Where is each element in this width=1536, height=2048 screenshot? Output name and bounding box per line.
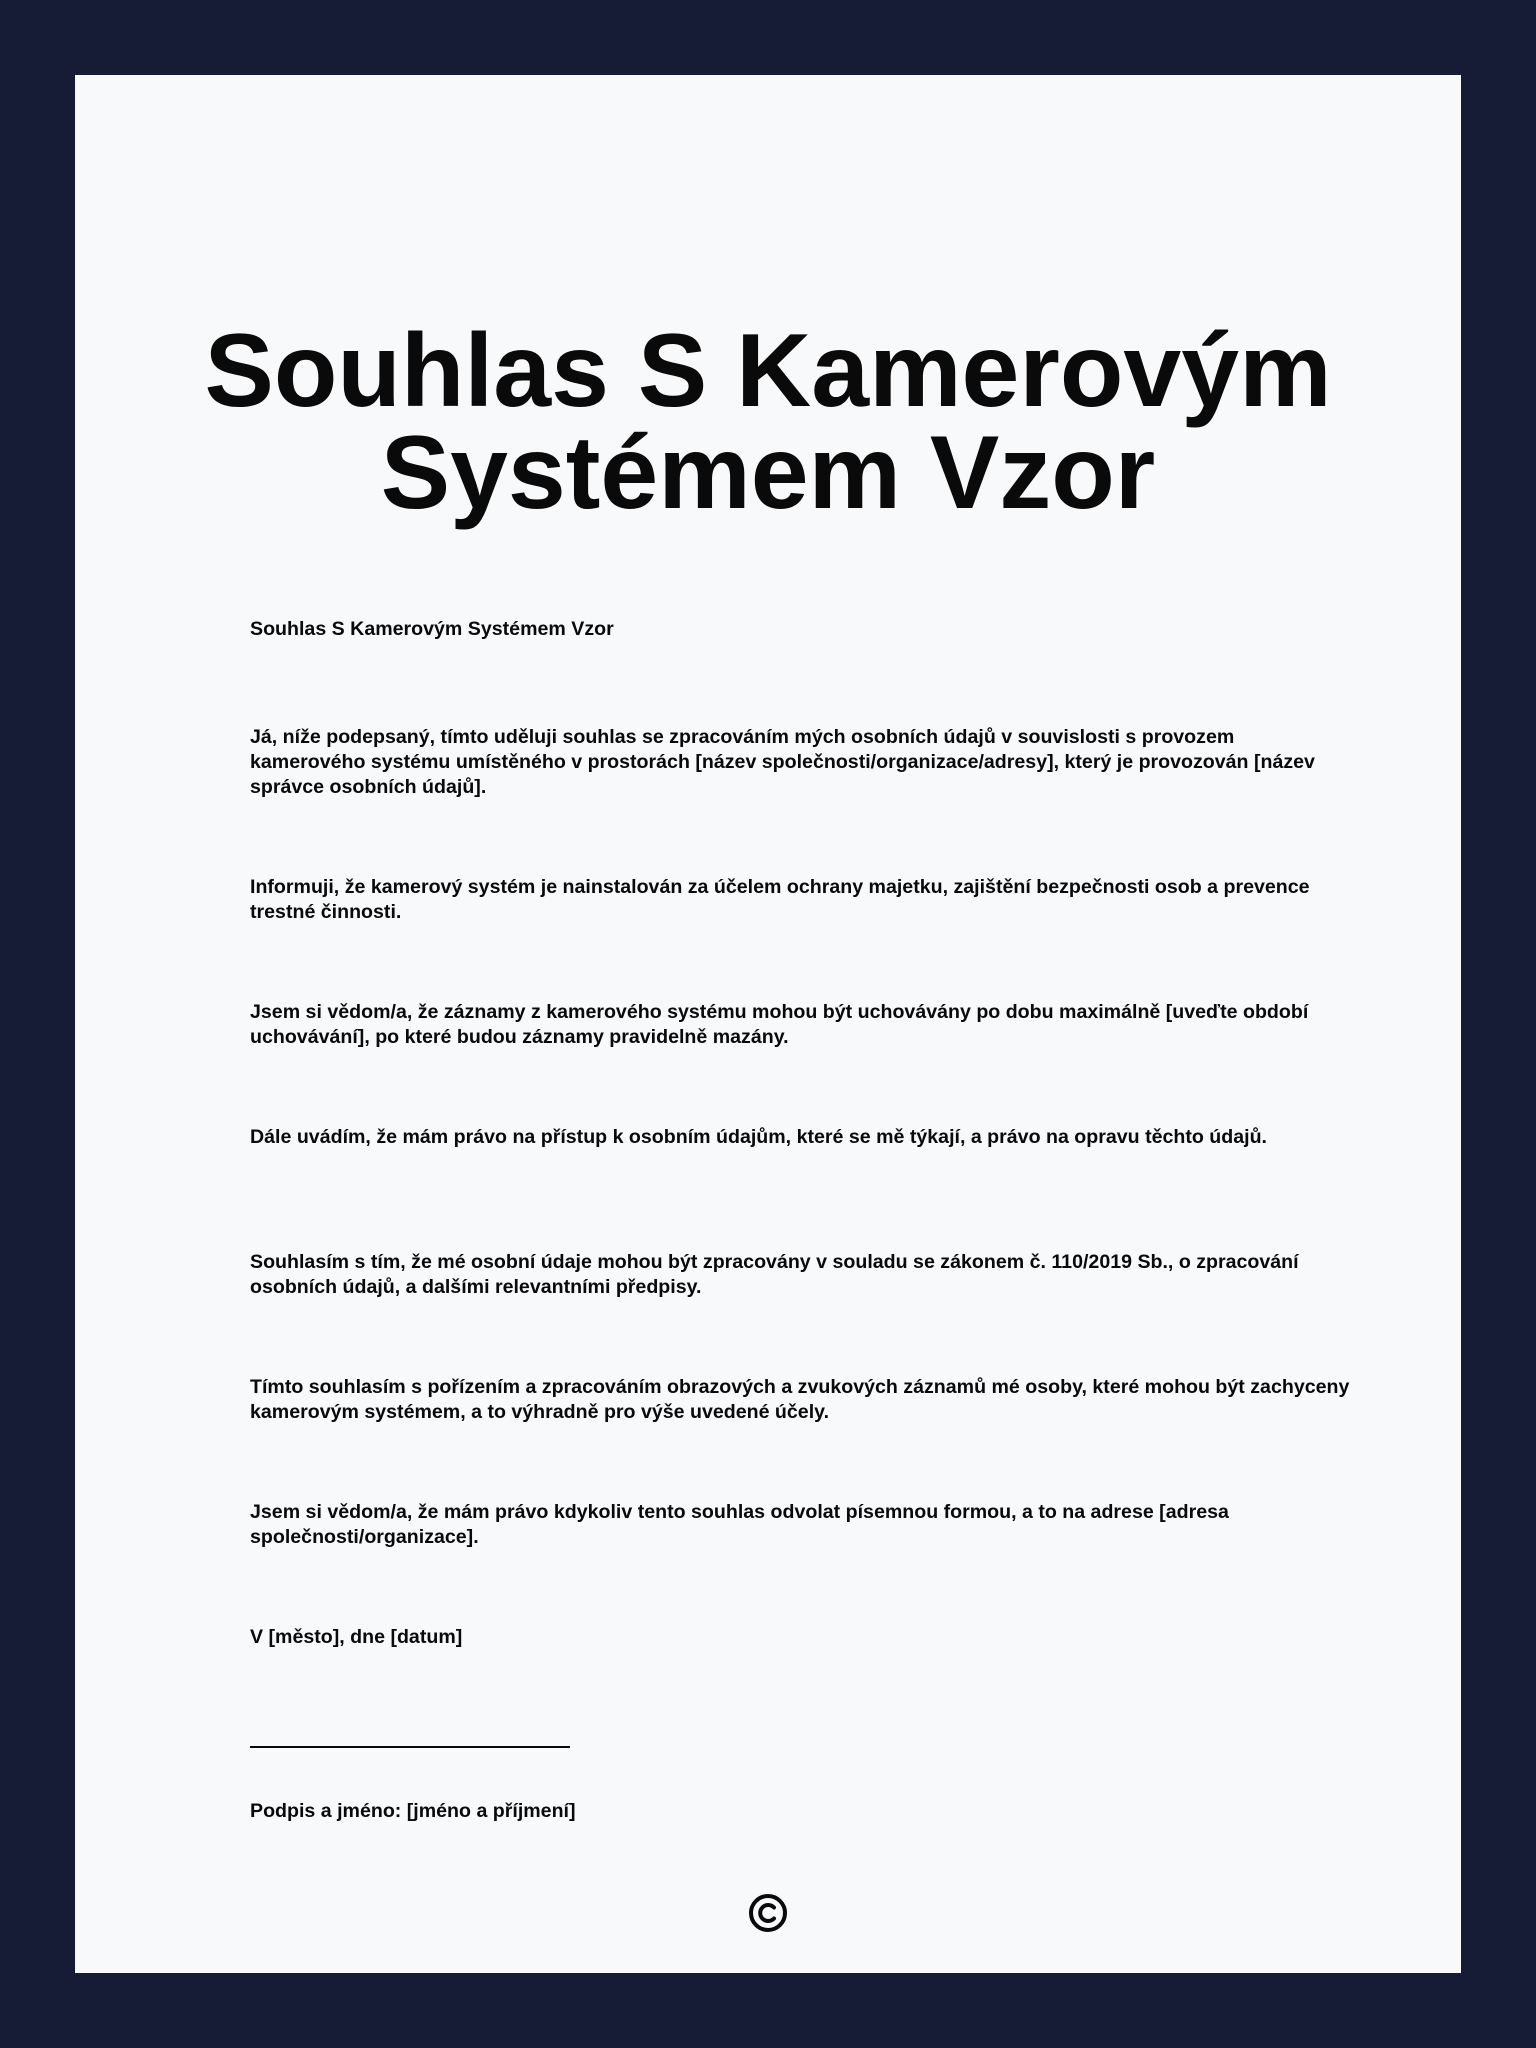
paragraph-access-rights: Dále uvádím, že mám právo na přístup k osobním údajům, které se mě týkají, a právo na opravu těchto údajů. <box>250 1126 1267 1148</box>
paragraph-recording-consent: Tímto souhlasím s pořízením a zpracováním obrazových a zvukových záznamů mé osoby, které mohou být zachyceny kamerovým systémem, a to výhradně pro výše uvedené účely. <box>250 1376 1350 1423</box>
paragraph-withdrawal: Jsem si vědom/a, že mám právo kdykoliv tento souhlas odvolat písemnou formou, a to na adrese [adresa společnosti/organizace]. <box>250 1501 1229 1548</box>
paragraph-purpose: Informuji, že kamerový systém je nainstalován za účelem ochrany majetku, zajištění bezpečnosti osob a prevence trestné činnosti. <box>250 876 1310 923</box>
signature-line <box>250 1746 570 1748</box>
footer <box>75 1893 1461 1938</box>
document-page <box>75 75 1461 1973</box>
place-date: V [město], dne [datum] <box>250 1626 463 1648</box>
document-subtitle: Souhlas S Kamerovým Systémem Vzor <box>250 618 614 640</box>
paragraph-legal-basis: Souhlasím s tím, že mé osobní údaje mohou být zpracovány v souladu se zákonem č. 110/2019 Sb., o zpracování osobních údajů, a dalšími relevantními předpisy. <box>250 1251 1299 1298</box>
paragraph-retention: Jsem si vědom/a, že záznamy z kamerového systému mohou být uchovávány po dobu maximálně [uveďte období uchovávání], po které budou záznamy pravidelně mazány. <box>250 1001 1309 1048</box>
copyright-icon <box>748 1893 788 1933</box>
paragraph-consent: Já, níže podepsaný, tímto uděluji souhlas se zpracováním mých osobních údajů v souvislosti s provozem kamerového systému umístěného v prostorách [název společnosti/organizace/adresy], který je provozován [název správce osobních údajů]. <box>250 726 1315 798</box>
document-title: Souhlas S Kamerovým Systémem Vzor <box>204 313 1332 531</box>
signature-label: Podpis a jméno: [jméno a příjmení] <box>250 1800 576 1822</box>
